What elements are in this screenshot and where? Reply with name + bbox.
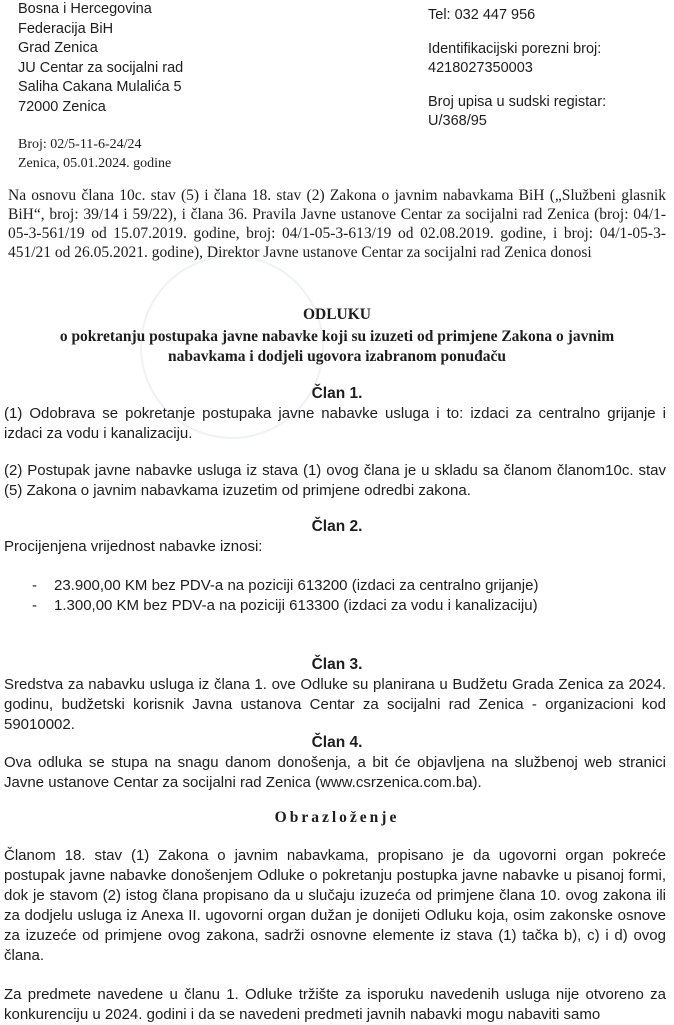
street-line: Saliha Cakana Mulalića 5 [18,79,182,95]
article-2-heading: Član 2. [311,518,363,535]
legal-basis-paragraph: Na osnovu člana 10c. stav (5) i člana 18. stav (2) Zakona o javnim nabavkama BiH („Službeni glasnik BiH“, broj: 39/14 i 59/22), i člana 36. Pravila Javne ustanove Centar za socijalni rad Zenica (broj: 04/1-05-3-561/19 od 15.07.2019. godine, broj: 04/1-05-3-613/19 od 02.08.2019. godine, i broj: 04/1-05-3-451/21 od 26.05.2021. godine), Direktor Javne ustanove Centar za socijalni rad Zenica donosi [8,187,666,261]
court-register-number: U/368/95 [428,113,487,129]
explanation-heading: Obrazloženje [274,809,400,826]
document-reference [18,135,171,173]
estimated-value-text: 1.300,00 KM bez PDV-a na poziciji 613300 (izdaci za vodu i kanalizaciju) [54,597,538,614]
bullet-dash: - [32,597,37,614]
article-1-paragraph-2: (2) Postupak javne nabavke usluga iz stava (1) ovog člana je u skladu sa članom članom10c. stav (5) Zakona o javnim nabavkama izuzetim od primjene odredbi zakona. [4,462,666,499]
estimated-value-item [32,596,662,616]
article-3-paragraph: Sredstva za nabavku usluga iz člana 1. ove Odluke su planirana u Budžetu Grada Zenica za 2024. godinu, budžetski korisnik Javna ustanova Centar za socijalni rad Zenica - organizacioni kod 59010002. [4,676,666,733]
decision-title: ODLUKU [302,306,372,323]
article-1-paragraph-1: (1) Odobrava se pokretanje postupaka javne nabavke usluga i to: izdaci za centralno grijanje i izdaci za vodu i kanalizaciju. [4,405,666,442]
article-4-paragraph: Ova odluka se stupa na snagu danom donošenja, a bit će objavljena na službenoj web stranici Javne ustanove Centar za socijalni rad Zenica (www.csrzenica.com.ba). [4,754,666,791]
telephone: Tel: 032 447 956 [428,7,536,23]
estimated-value-text: 23.900,00 KM bez PDV-a na poziciji 613200 (izdaci za centralno grijanje) [54,577,539,594]
sender-contact-block [428,6,606,132]
estimated-value-item [32,576,662,596]
document-date: Zenica, 05.01.2024. godine [18,156,172,171]
bullet-dash: - [32,577,37,594]
tax-id-label: Identifikacijski porezni broj: [428,40,602,57]
article-2-intro: Procijenjena vrijednost nabavke iznosi: [4,538,263,555]
article-4-heading: Član 4. [311,734,363,751]
country-line: Bosna i Hercegovina [18,1,152,17]
decision-subtitle: o pokretanju postupaka javne nabavke koji su izuzeti od primjene Zakona o javnim nabavkama i dodjeli ugovora izabranom ponuđaču [59,328,615,365]
institution-line: JU Centar za socijalni rad [18,59,184,76]
document-number: Broj: 02/5-11-6-24/24 [18,137,142,152]
explanation-paragraph-1: Članom 18. stav (1) Zakona o javnim nabavkama, propisano je da ugovorni organ pokreće postupak javne nabavke donošenjem Odluke o pokretanju postupka javne nabavke u pisanoj formi, dok je stavom (2) istog člana propisano da u slučaju izuzeća od primjene člana 10. ovog zakona ili za dodjelu usluga iz Anexa II. ugovorni organ dužan je donijeti Odluku koja, osim zakonske osnove za izuzeće od primjene ovog zakona, sadrži osnovne elemente iz stava (1) tačka b), c) i d) ovog člana. [4,847,666,964]
article-1-heading: Član 1. [311,385,363,402]
explanation-paragraph-2: Za predmete navedene u članu 1. Odluke tržište za isporuku navedenih usluga nije otvoreno za konkurenciju u 2024. godini i da se navedeni predmeti javnih nabavki mogu nabaviti samo [4,986,666,1023]
sender-address-block [18,0,183,117]
postal-line: 72000 Zenica [18,98,106,115]
city-line: Grad Zenica [18,40,98,56]
article-3-heading: Član 3. [311,656,363,673]
tax-id-number: 4218027350003 [428,60,533,76]
court-register-label: Broj upisa u sudski registar: [428,93,607,110]
entity-line: Federacija BiH [18,20,114,37]
